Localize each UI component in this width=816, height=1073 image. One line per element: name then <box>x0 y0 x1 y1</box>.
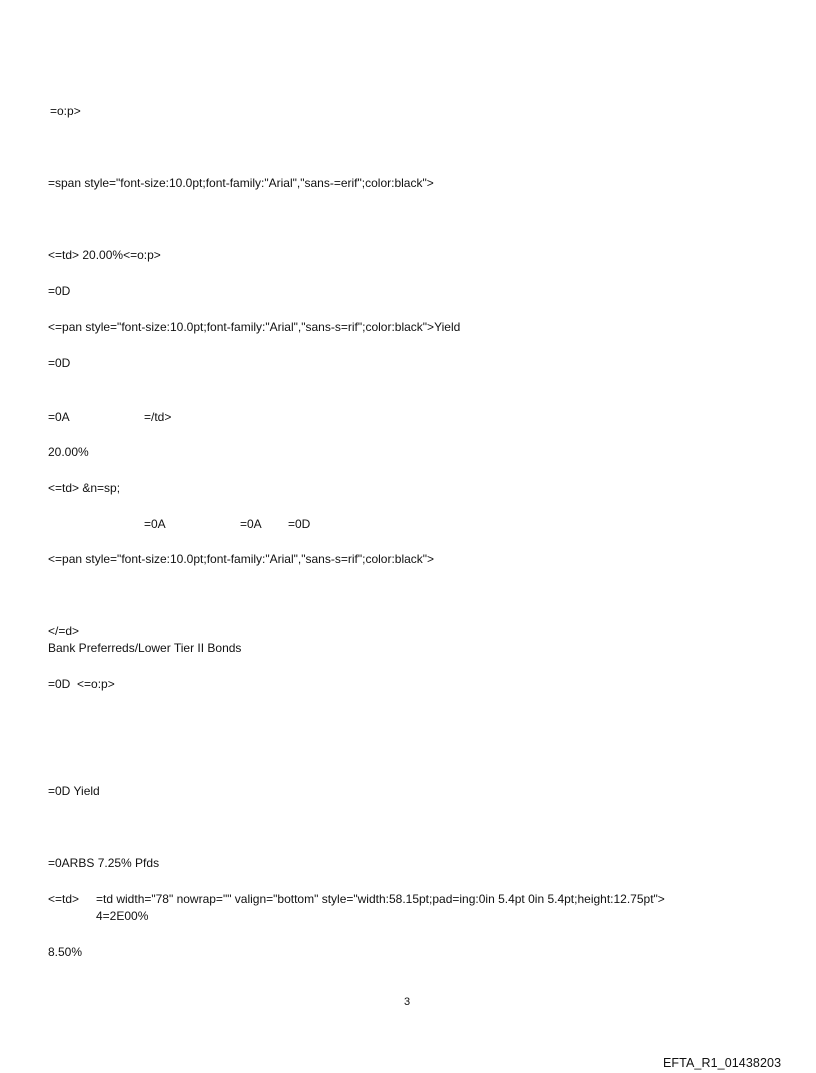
text-line: =0A <box>48 410 70 424</box>
text-line: =o:p> <box>50 104 81 118</box>
text-line: 20.00% <box>48 445 89 459</box>
text-line: =0ARBS 7.25% Pfds <box>48 856 160 870</box>
bates-id: EFTA_R1_01438203 <box>663 1056 782 1070</box>
text-line: Bank Preferreds/Lower Tier II Bonds <box>48 641 242 655</box>
text-line: <=td> &n=sp; <box>48 481 121 495</box>
text-line: <=td> <box>48 892 80 906</box>
text-line: =0D <box>48 356 71 370</box>
text-line: =0D <box>288 517 311 531</box>
text-line: =td width="78" nowrap="" valign="bottom" style="width:58.15pt;pad=ing:0in 5.4pt 0in 5.4pt;height:12.75pt"> <box>96 892 665 906</box>
text-line: <=pan style="font-size:10.0pt;font-family:"Arial","sans-s=rif";color:black"> <box>48 552 435 566</box>
text-line: <=pan style="font-size:10.0pt;font-family:"Arial","sans-s=rif";color:black">Yield <box>48 320 461 334</box>
text-line: =0A <box>144 517 166 531</box>
page-number: 3 <box>404 996 411 1008</box>
text-line: =0A <box>240 517 262 531</box>
text-line: =0D Yield <box>48 784 100 798</box>
text-line: =0D <box>48 284 71 298</box>
text-line: =span style="font-size:10.0pt;font-family:"Arial","sans-=erif";color:black"> <box>48 176 434 190</box>
text-line: 4=2E00% <box>96 909 149 923</box>
text-line: =0D <=o:p> <box>48 677 115 691</box>
text-line: =/td> <box>144 410 172 424</box>
text-line: 8.50% <box>48 945 83 959</box>
text-line: <=td> 20.00%<=o:p> <box>48 248 161 262</box>
text-line: </=d> <box>48 624 80 638</box>
